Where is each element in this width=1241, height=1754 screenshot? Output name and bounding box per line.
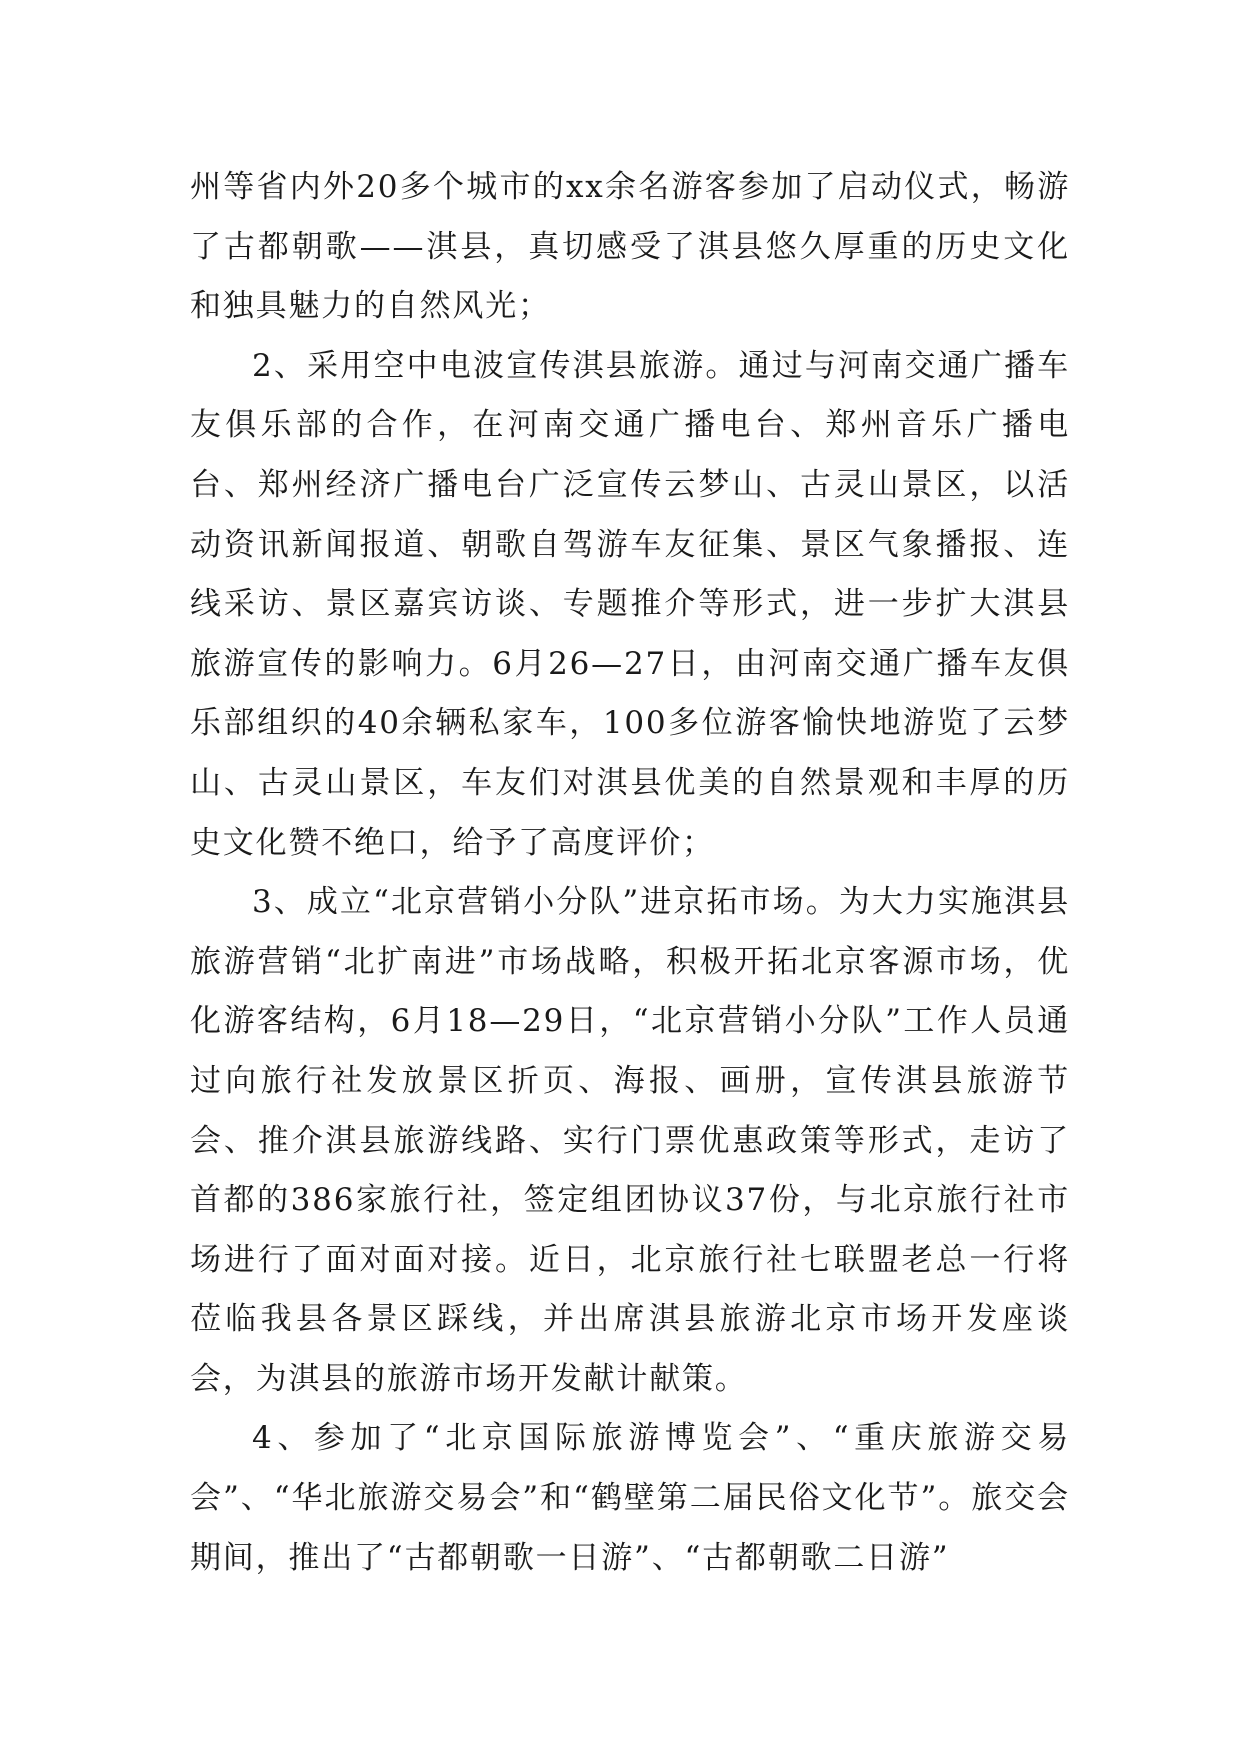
- paragraph-continued: 州等省内外20多个城市的xx余名游客参加了启动仪式，畅游了古都朝歌——淇县，真切感受了淇县悠久厚重的历史文化和独具魅力的自然风光；: [190, 169, 1070, 325]
- paragraph-item-4: 4、参加了“北京国际旅游博览会”、“重庆旅游交易会”、“华北旅游交易会”和“鹤壁第二届民俗文化节”。旅交会期间，推出了“古都朝歌一日游”、“古都朝歌二日游”: [190, 1420, 1070, 1576]
- paragraph-item-3: 3、成立“北京营销小分队”进京拓市场。为大力实施淇县旅游营销“北扩南进”市场战略，积极开拓北京客源市场，优化游客结构，6月18—29日，“北京营销小分队”工作人员通过向旅行社发放景区折页、海报、画册，宣传淇县旅游节会、推介淇县旅游线路、实行门票优惠政策等形式，走访了首都的386家旅行社，签定组团协议37份，与北京旅行社市场进行了面对面对接。近日，北京旅行社七联盟老总一行将莅临我县各景区踩线，并出席淇县旅游北京市场开发座谈会，为淇县的旅游市场开发献计献策。: [190, 884, 1070, 1397]
- body-text: [190, 158, 1070, 1588]
- paragraph-item-2: 2、采用空中电波宣传淇县旅游。通过与河南交通广播车友俱乐部的合作，在河南交通广播电台、郑州音乐广播电台、郑州经济广播电台广泛宣传云梦山、古灵山景区，以活动资讯新闻报道、朝歌自驾游车友征集、景区气象播报、连线采访、景区嘉宾访谈、专题推介等形式，进一步扩大淇县旅游宣传的影响力。6月26—27日，由河南交通广播车友俱乐部组织的40余辆私家车，100多位游客愉快地游览了云梦山、古灵山景区，车友们对淇县优美的自然景观和丰厚的历史文化赞不绝口，给予了高度评价；: [190, 347, 1070, 861]
